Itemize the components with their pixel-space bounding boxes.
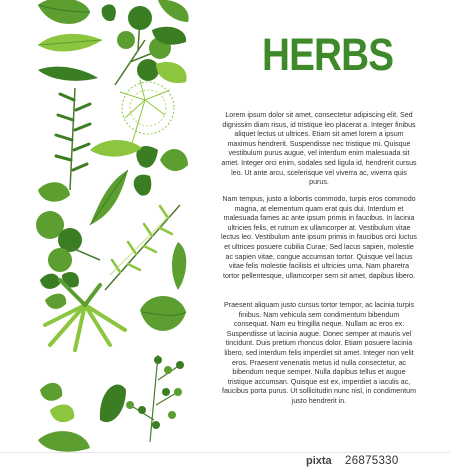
sage-leaf-bottom [100,385,126,423]
herb-illustration-column [30,0,200,452]
footer-logo: pixta [306,455,332,467]
herb-illustration [30,0,200,452]
arugula-leaf-left [38,34,102,52]
thyme-sprig [126,355,184,442]
mint-leaves-bottom-left [38,383,90,452]
basil-leaves-pair [134,146,188,196]
arugula-sprig [90,170,128,225]
body-paragraph-3: Praesent aliquam justo cursus tortor tempor, ac lacinia turpis finibus. Nam vehicula sem condimentum bibendum consequat. Nam eu fringilla neque. Nullam ac eros ex. Suspendisse ut lacinia augue. Donec semper at mauris vel tincidunt. Duis pretium rhoncus dolor. Etiam posuere lacinia libero, sed interdum felis imperdiet sit amet. Integer non velit eros. Praesent venenatis metus id nulla consectetur, ac bibendum neque semper. Nulla dapibus tellus et augue tristique accumsan. Quisque est ex, imperdiet a iaculis ac, faucibus porta purus. Ut sollicitudin nunc nisl, in condimentum justo hendrerit in. [222,301,416,405]
tarragon-fan [45,280,125,350]
body-paragraph-1: Lorem ipsum dolor sit amet, consectetur adipiscing elit. Sed dignissim diam risus, id tristique leo placerat a. Integer finibus aliquet lectus ut ultrices. Etiam sit amet lorem a ipsum maximus hendrerit. Suspendisse nec tristique mi. Quisque vestibulum purus augue, vel interdum enim malesuada sit amet. Integer orci enim, sodales sed ligula id, hendrerit cursus leo. Ut ante arcu, scelerisque vel viverra ac, viverra quis purus. [221,111,417,187]
dill-sprig [120,80,174,150]
bay-leaf-top-right [158,0,189,22]
tarragon-leaf-left [38,67,98,81]
body-paragraph-2: Nam tempus, justo a lobortis commodo, turpis eros commodo magna, at elementum quam erat quis dui. Interdum et malesuada fames ac ante ipsum primis in faucibus. In lacinia ultricies felis, et rutrum ex ullamcorper at. Vestibulum vitae lectus leo. Vestibulum ante ipsum primis in faucibus orci luctus et ultrices posuere cubilia Curae; Sed lacus sapien, molestie ac sapien vitae, congue accumsan tortor. Quisque vel lacus vitae felis molestie facilisis et ultricies urna. Nam pharetra tortor pellentesque, ullamcorper sem sit amet, dapibus libero. [221,195,417,280]
bay-leaf-right [172,242,186,290]
rosemary-sprig-diagonal [105,205,180,290]
page-title: HERBS [262,29,394,80]
rosemary-sprig-left [56,88,90,190]
basil-leaf-top [38,0,90,24]
pale-leaf-mid [90,140,142,157]
mint-leaf-top [102,4,116,21]
parsley-sprig [36,211,100,272]
footer-image-id: 26875330 [345,455,399,467]
basil-leaf-round [140,296,186,331]
lemon-balm-leaf-left [38,182,70,201]
